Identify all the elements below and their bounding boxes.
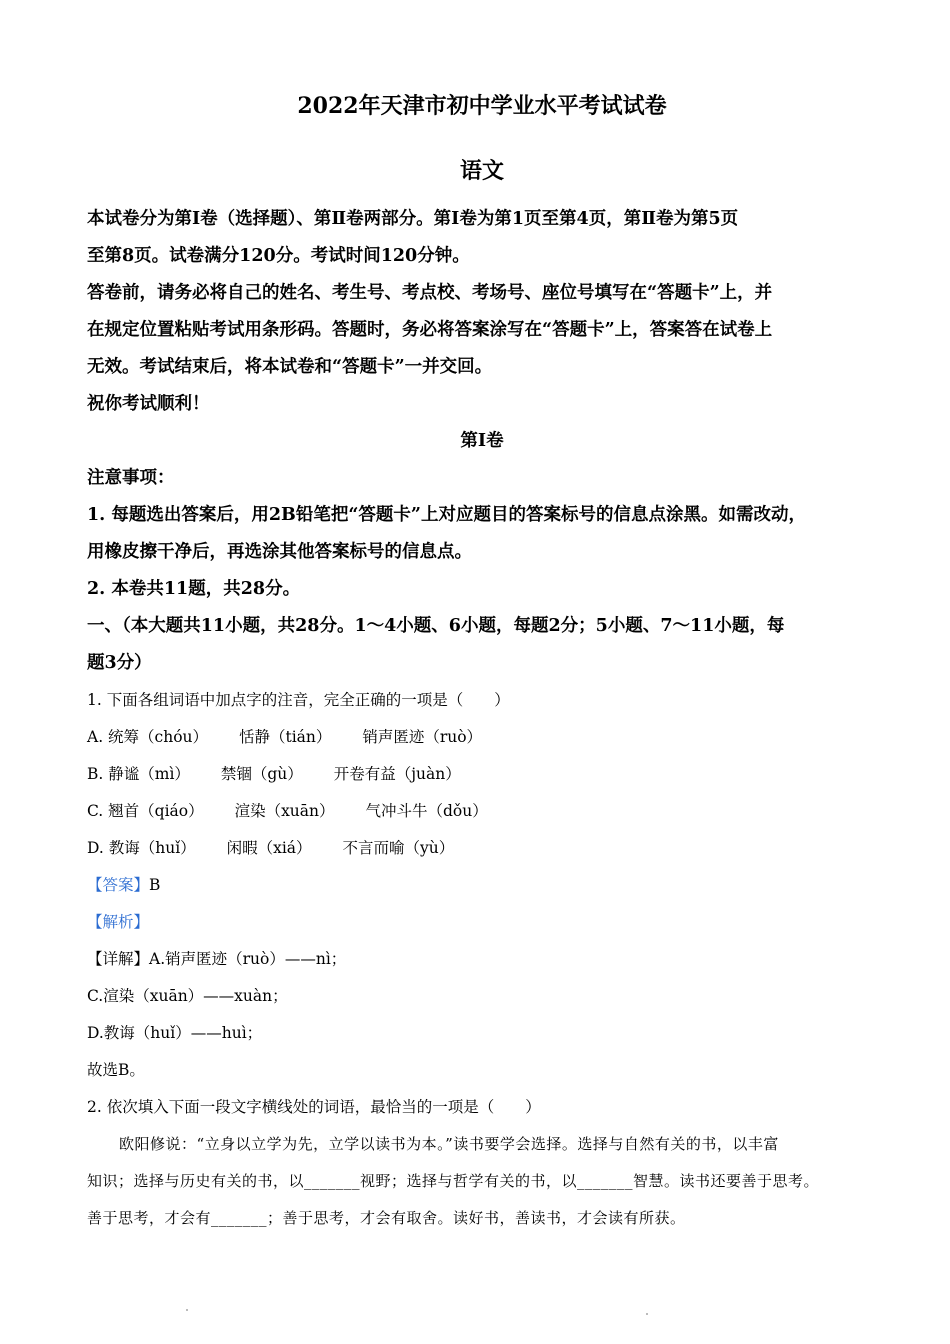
- page-title: 2022年天津市初中学业水平考试试卷: [297, 93, 667, 119]
- notice-item: 2. 本卷共11题，共28分。: [87, 579, 301, 599]
- option-word: C. 翘首（qiáo）: [87, 802, 204, 820]
- intro-line: 无效。考试结束后，将本试卷和“答题卡”一并交回。: [87, 357, 493, 377]
- option-word: 销声匿迹（ruò）: [362, 728, 483, 746]
- notice-heading: 注意事项：: [87, 468, 175, 488]
- scan-speck: [186, 1309, 188, 1311]
- option-b: [87, 756, 877, 793]
- scan-speck: [646, 1313, 648, 1315]
- intro-line: 祝你考试顺利！: [87, 394, 210, 414]
- option-d: [87, 830, 877, 867]
- answer-label: 【答案】: [87, 876, 150, 894]
- document-page: [87, 88, 877, 1237]
- intro-line: 至第8页。试卷满分120分。考试时间120分钟。: [87, 246, 470, 266]
- option-word: 禁锢（gù）: [220, 765, 303, 783]
- passage-line: 知识；选择与历史有关的书，以_______视野；选择与哲学有关的书，以_______智慧。读书还要善于思考。: [87, 1172, 820, 1190]
- intro-line: 本试卷分为第Ⅰ卷（选择题）、第Ⅱ卷两部分。第Ⅰ卷为第1页至第4页，第Ⅱ卷为第5页: [87, 209, 739, 229]
- analysis-label: 【解析】: [87, 913, 150, 931]
- section-title: 第Ⅰ卷: [460, 431, 504, 451]
- question-1: [87, 682, 877, 1089]
- detail-line: C.渲染（xuān）——xuàn；: [87, 987, 288, 1005]
- detail-line: D.教诲（huǐ）——huì；: [87, 1024, 263, 1042]
- option-word: 恬静（tián）: [238, 728, 332, 746]
- option-a: [87, 719, 877, 756]
- answer-row: [87, 867, 877, 904]
- option-word: 不言而喻（yù）: [342, 839, 455, 857]
- notice-item: 用橡皮擦干净后，再选涂其他答案标号的信息点。: [87, 542, 472, 562]
- option-word: B. 静谧（mì）: [87, 765, 190, 783]
- passage-line: 欧阳修说：“立身以立学为先，立学以读书为本。”读书要学会选择。选择与自然有关的书，以丰富: [119, 1135, 779, 1153]
- part-heading: 题3分）: [87, 653, 152, 673]
- question-stem: 2. 依次填入下面一段文字横线处的词语，最恰当的一项是（ ）: [87, 1098, 541, 1116]
- option-c: [87, 793, 877, 830]
- notice-item: 1. 每题选出答案后，用2B铅笔把“答题卡”上对应题目的答案标号的信息点涂黑。如需改动，: [87, 505, 806, 525]
- conclusion-line: 故选B。: [87, 1061, 145, 1079]
- option-word: 气冲斗牛（dǒu）: [365, 802, 488, 820]
- analysis-row: [87, 904, 877, 941]
- subject-title: 语文: [459, 158, 504, 184]
- detail-line: 【详解】A.销声匿迹（ruò）——nì；: [87, 950, 347, 968]
- answer-value: B: [149, 876, 161, 894]
- option-word: D. 教诲（huǐ）: [87, 839, 196, 857]
- question-stem: 1. 下面各组词语中加点字的注音，完全正确的一项是（ ）: [87, 691, 510, 709]
- intro-block: [87, 201, 877, 682]
- intro-line: 在规定位置粘贴考试用条形码。答题时，务必将答案涂写在“答题卡”上，答案答在试卷上: [87, 320, 773, 340]
- option-word: A. 统筹（chóu）: [87, 728, 209, 746]
- option-word: 开卷有益（juàn）: [333, 765, 461, 783]
- option-word: 渲染（xuān）: [234, 802, 335, 820]
- question-2: [87, 1089, 877, 1237]
- option-word: 闲暇（xiá）: [226, 839, 312, 857]
- passage-line: 善于思考，才会有_______；善于思考，才会有取舍。读好书，善读书，才会读有所获。: [87, 1209, 686, 1227]
- intro-line: 答卷前，请务必将自己的姓名、考生号、考点校、考场号、座位号填写在“答题卡”上，并: [87, 283, 773, 303]
- part-heading: 一、（本大题共11小题，共28分。1～4小题、6小题，每题2分；5小题、7～11小题，每: [87, 616, 785, 636]
